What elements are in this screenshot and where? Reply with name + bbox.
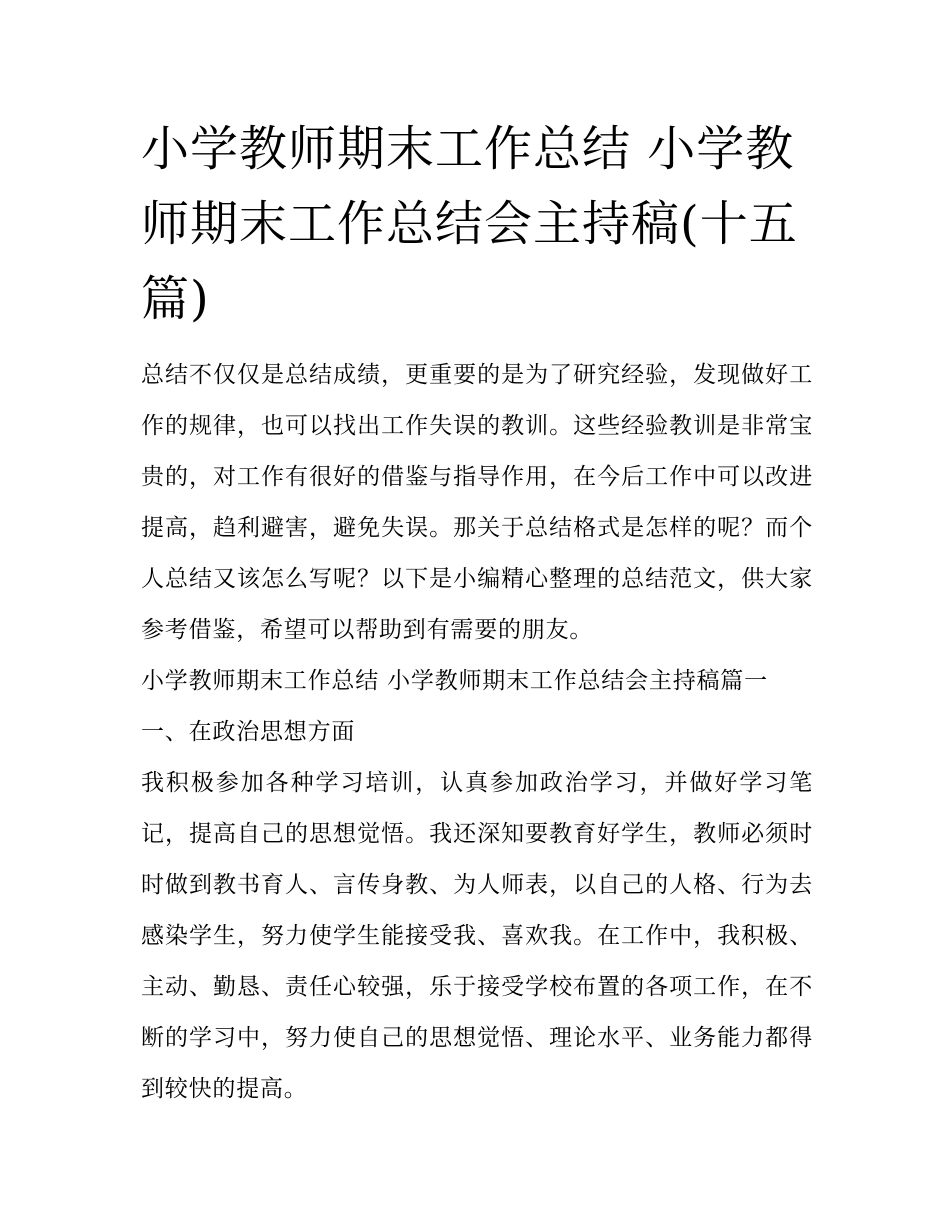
subsection-heading: 一、在政治思想方面 [141,719,356,745]
section-heading: 小学教师期末工作总结 小学教师期末工作总结会主持稿篇一 [141,668,768,694]
intro-paragraph: 总结不仅仅是总结成绩，更重要的是为了研究经验，发现做好工作的规律，也可以找出工作失误的教训。这些经验教训是非常宝贵的，对工作有很好的借鉴与指导作用，在今后工作中可以改进提高，趋利避害，避免失误。那关于总结格式是怎样的呢？而个人总结又该怎么写呢？以下是小编精心整理的总结范文，供大家参考借鉴，希望可以帮助到有需要的朋友。 [141,362,813,643]
document-title: 小学教师期末工作总结 小学教师期末工作总结会主持稿(十五篇) [141,121,798,327]
document-content [141,112,813,1115]
body-paragraph: 我积极参加各种学习培训，认真参加政治学习，并做好学习笔记，提高自己的思想觉悟。我还深知要教育好学生，教师必须时时做到教书育人、言传身教、为人师表，以自己的人格、行为去感染学生，努力使学生能接受我、喜欢我。在工作中，我积极、主动、勤恳、责任心较强，乐于接受学校布置的各项工作，在不断的学习中，努力使自己的思想觉悟、理论水平、业务能力都得到较快的提高。 [141,770,813,1102]
